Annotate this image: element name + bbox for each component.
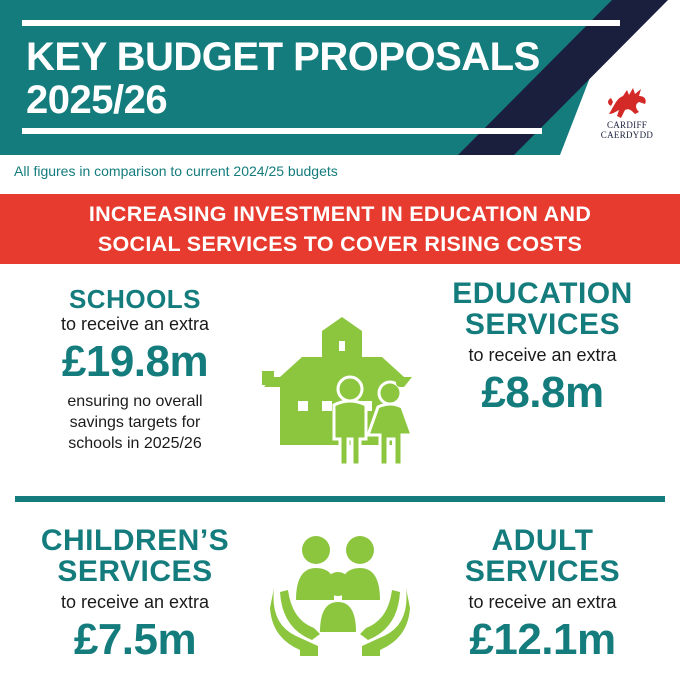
banner-line-2: SOCIAL SERVICES TO COVER RISING COSTS (97, 232, 583, 256)
schools-note-line-2: savings targets for (69, 414, 201, 431)
header (0, 0, 680, 155)
education-services-block (430, 278, 655, 420)
schools-heading: SCHOOLS (68, 284, 202, 314)
cardiff-logo (596, 84, 658, 140)
adult-heading (430, 525, 655, 587)
logo-text-welsh: CAERDYDD (600, 130, 654, 140)
childrens-heading-line-2: SERVICES (57, 555, 213, 588)
adult-heading-line-2: SERVICES (464, 555, 621, 588)
schools-note-line-3: schools in 2025/26 (68, 435, 202, 452)
education-sub: to receive an extra (468, 345, 617, 365)
welsh-dragon-logo-icon (605, 84, 649, 120)
page-title (26, 36, 540, 122)
adult-sub: to receive an extra (468, 592, 617, 612)
childrens-heading (20, 525, 250, 587)
title-line-2: 2025/26 (26, 78, 168, 122)
schools-block (20, 285, 250, 454)
adult-amount: £12.1m (469, 615, 616, 664)
logo-text-english: CARDIFF (606, 120, 648, 130)
header-rule-bottom (22, 128, 542, 134)
education-heading (430, 278, 655, 340)
section-divider (15, 496, 665, 502)
childrens-amount: £7.5m (73, 615, 197, 664)
schools-amount: £19.8m (61, 337, 209, 386)
headline-banner (0, 194, 680, 264)
schools-sub: to receive an extra (60, 314, 210, 334)
adult-heading-line-1: ADULT (491, 524, 594, 557)
education-amount: £8.8m (481, 368, 604, 417)
header-rule-top (22, 20, 620, 26)
childrens-sub: to receive an extra (60, 592, 210, 612)
schools-note (20, 391, 250, 454)
education-heading-line-1: EDUCATION (452, 277, 633, 310)
family-in-caring-hands-icon (270, 528, 410, 658)
schools-note-line-1: ensuring no overall (67, 393, 203, 410)
banner-line-1: INCREASING INVESTMENT IN EDUCATION AND (88, 202, 592, 226)
education-heading-line-2: SERVICES (464, 308, 621, 341)
childrens-heading-line-1: CHILDREN’S (40, 524, 230, 557)
subtitle: All figures in comparison to current 2024/25 budgets (14, 163, 338, 179)
adult-services-block (430, 525, 655, 667)
childrens-services-block (20, 525, 250, 667)
house-with-children-icon (262, 315, 422, 470)
title-line-1: KEY BUDGET PROPOSALS (26, 35, 540, 79)
